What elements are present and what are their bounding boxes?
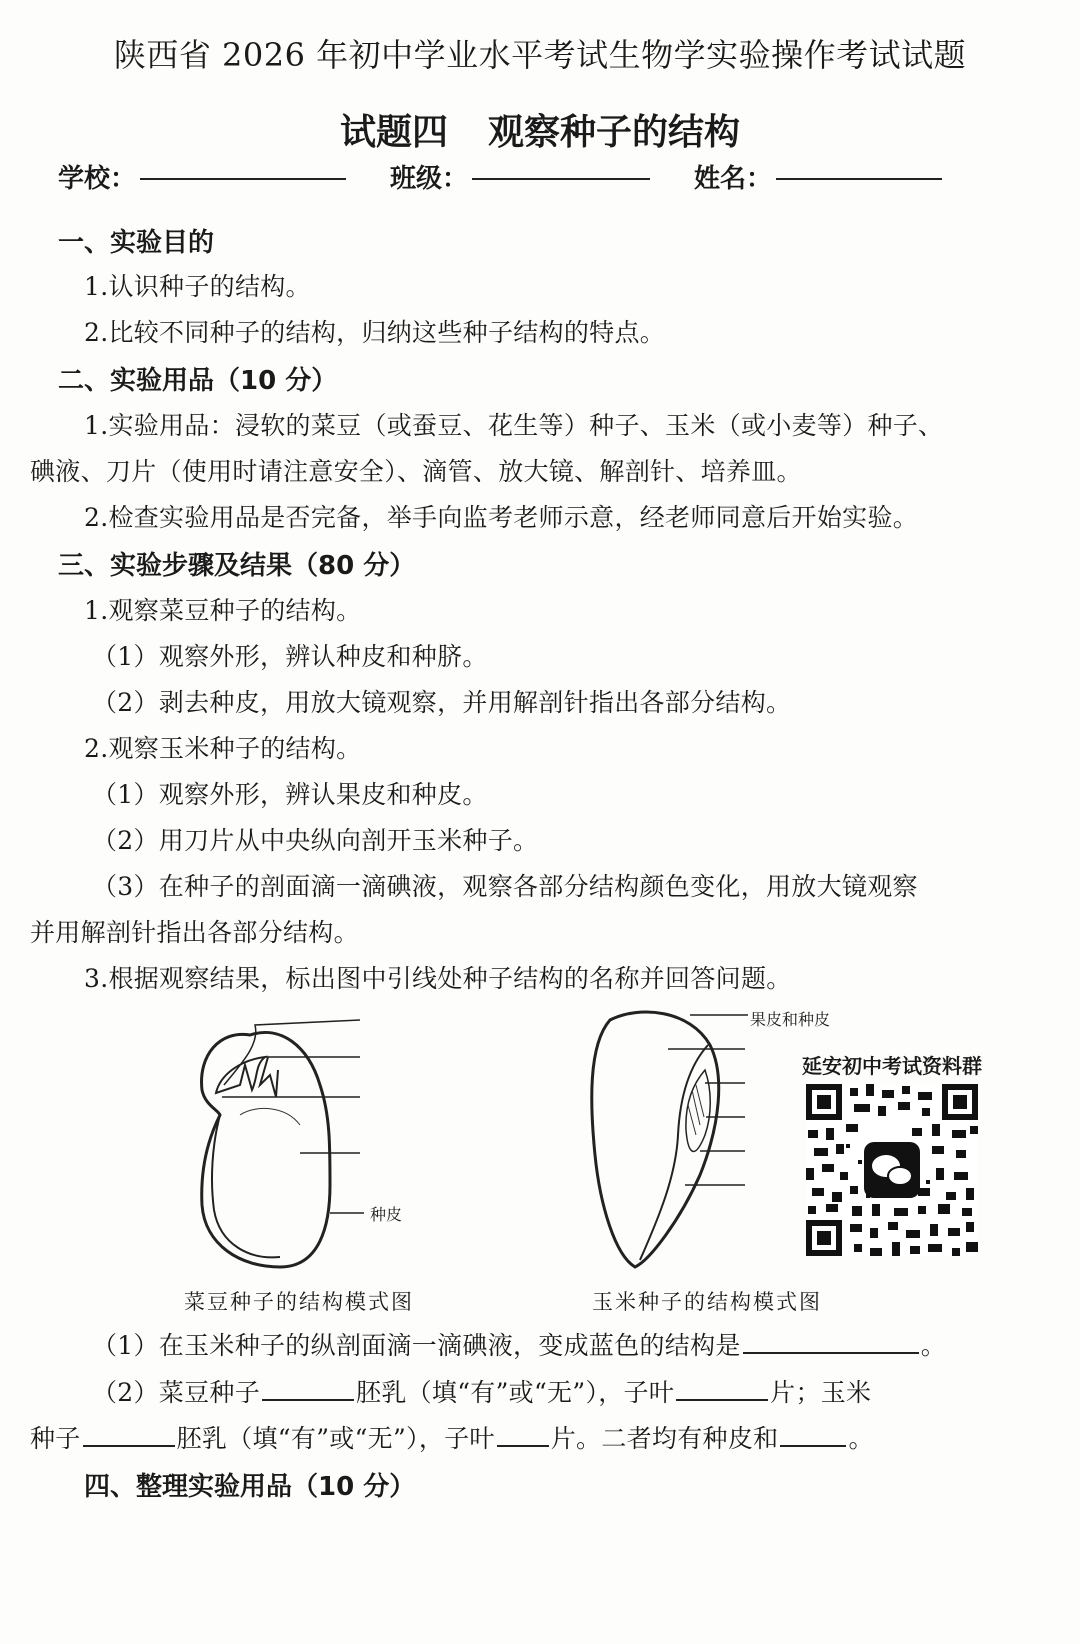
text-line: 1.实验用品：浸软的菜豆（或蚕豆、花生等）种子、玉米（或小麦等）种子、 [84, 411, 944, 440]
answer-blank-4[interactable] [83, 1444, 175, 1447]
question-number: 试题四 [339, 112, 448, 153]
name-label: 姓名： [694, 164, 773, 194]
text-line: （1）观察外形，辨认种皮和种脐。 [92, 642, 488, 671]
question-2-text: 种子 [30, 1424, 81, 1453]
exam-title: 陕西省 2026 年初中学业水平考试生物学实验操作考试试题 [113, 36, 967, 74]
text-line: （1）观察外形，辨认果皮和种皮。 [92, 780, 488, 809]
school-field[interactable] [140, 178, 346, 180]
corn-caption: 玉米种子的结构模式图 [592, 1290, 822, 1314]
question-2-text: 片；玉米 [770, 1378, 872, 1407]
question-1 [92, 1326, 946, 1362]
section-4-title: 四、整理实验用品（10 分） [84, 1472, 416, 1502]
name-field[interactable] [776, 178, 942, 180]
answer-blank-5[interactable] [497, 1444, 549, 1447]
answer-blank-3[interactable] [676, 1398, 768, 1401]
class-field[interactable] [472, 178, 650, 180]
question-name: 观察种子的结构 [488, 112, 741, 153]
text-line: （2）用刀片从中央纵向剖开玉米种子。 [92, 826, 539, 855]
text-line: 2.检查实验用品是否完备，举手向监考老师示意，经老师同意后开始实验。 [84, 503, 919, 532]
text-line: 2.比较不同种子的结构，归纳这些种子结构的特点。 [84, 318, 666, 347]
question-2-text: （2）菜豆种子 [92, 1378, 261, 1407]
corn-coat-label: 果皮和种皮 [750, 1010, 831, 1029]
question-2-text: 胚乳（填“有”或“无”），子叶 [176, 1424, 495, 1453]
text-line: （2）剥去种皮，用放大镜观察，并用解剖针指出各部分结构。 [92, 688, 792, 717]
text-line: 1.观察菜豆种子的结构。 [84, 596, 362, 625]
corn-seed-diagram [580, 1005, 780, 1275]
text-line: 1.认识种子的结构。 [84, 272, 311, 301]
text-line: （3）在种子的剖面滴一滴碘液，观察各部分结构颜色变化，用放大镜观察 [92, 872, 918, 901]
school-label: 学校： [58, 164, 137, 194]
text-line: 并用解剖针指出各部分结构。 [30, 918, 359, 947]
question-2-text: 。 [848, 1424, 874, 1453]
section-2-title: 二、实验用品（10 分） [58, 366, 338, 396]
text-line: 2.观察玉米种子的结构。 [84, 734, 362, 763]
bean-caption: 菜豆种子的结构模式图 [184, 1290, 414, 1314]
question-2-line-2 [30, 1419, 874, 1455]
bean-seed-diagram [180, 1005, 440, 1295]
question-1-end: 。 [920, 1331, 947, 1360]
question-2-text: 胚乳（填“有”或“无”），子叶 [356, 1378, 675, 1407]
text-line: 碘液、刀片（使用时请注意安全）、滴管、放大镜、解剖针、培养皿。 [30, 457, 802, 486]
answer-blank-2[interactable] [262, 1398, 354, 1401]
answer-blank-6[interactable] [780, 1444, 846, 1447]
question-title [0, 104, 1080, 155]
question-2-text: 片。二者均有种皮和 [550, 1424, 779, 1453]
section-1-title: 一、实验目的 [58, 228, 215, 258]
answer-blank-1[interactable] [743, 1351, 919, 1354]
text-line: 3.根据观察结果，标出图中引线处种子结构的名称并回答问题。 [84, 964, 792, 993]
qr-title: 延安初中考试资料群 [802, 1054, 982, 1078]
bean-seed-coat-label: 种皮 [370, 1205, 403, 1224]
question-1-text: （1）在玉米种子的纵剖面滴一滴碘液，变成蓝色的结构是 [92, 1331, 741, 1360]
qr-code[interactable] [806, 1084, 978, 1256]
section-3-title: 三、实验步骤及结果（80 分） [58, 551, 416, 581]
class-label: 班级： [390, 164, 469, 194]
question-2-line-1 [92, 1373, 871, 1409]
